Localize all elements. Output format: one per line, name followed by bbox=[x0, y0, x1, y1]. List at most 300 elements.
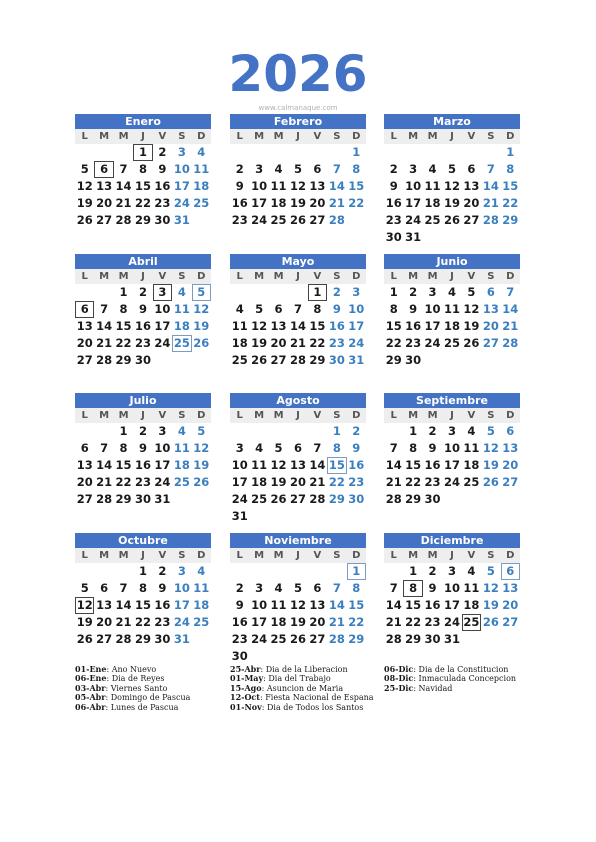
day-grid bbox=[384, 563, 520, 648]
day-cell: 21 bbox=[502, 319, 519, 333]
day-cell: 14 bbox=[115, 598, 132, 612]
holiday-day-cell: 25 bbox=[463, 615, 480, 629]
day-cell: 21 bbox=[115, 615, 132, 629]
site-watermark: www.calmanaque.com bbox=[258, 104, 338, 112]
weekday-label: D bbox=[352, 271, 361, 282]
weekday-label: J bbox=[450, 410, 454, 421]
day-cell: 8 bbox=[138, 581, 147, 595]
day-cell: 9 bbox=[235, 598, 244, 612]
day-cell: 11 bbox=[463, 581, 480, 595]
day-cell: 26 bbox=[289, 213, 306, 227]
weekday-label: M bbox=[408, 131, 419, 142]
day-cell: 27 bbox=[502, 615, 519, 629]
weekday-header bbox=[75, 129, 211, 144]
day-cell: 20 bbox=[289, 475, 306, 489]
day-cell: 21 bbox=[385, 475, 402, 489]
day-cell: 1 bbox=[119, 424, 128, 438]
empty-cell bbox=[269, 144, 288, 161]
day-cell: 2 bbox=[138, 285, 147, 299]
holiday-day-cell: 1 bbox=[308, 284, 327, 301]
day-cell: 9 bbox=[389, 179, 398, 193]
day-cell: 14 bbox=[115, 179, 132, 193]
day-cell: 10 bbox=[154, 302, 171, 316]
day-cell: 9 bbox=[428, 441, 437, 455]
day-cell: 24 bbox=[348, 336, 365, 350]
holiday-day-cell: 1 bbox=[133, 144, 152, 161]
weekday-label: J bbox=[450, 550, 454, 561]
weekday-label: D bbox=[506, 271, 515, 282]
weekday-label: J bbox=[296, 410, 300, 421]
day-cell: 26 bbox=[482, 615, 499, 629]
day-cell: 19 bbox=[193, 319, 210, 333]
day-cell: 17 bbox=[154, 319, 171, 333]
weekday-label: L bbox=[81, 550, 88, 561]
day-cell: 23 bbox=[154, 196, 171, 210]
day-cell: 15 bbox=[405, 458, 422, 472]
day-cell: 4 bbox=[467, 424, 476, 438]
day-cell: 11 bbox=[251, 458, 268, 472]
day-cell: 19 bbox=[482, 458, 499, 472]
month-name: Noviembre bbox=[230, 533, 366, 548]
day-cell: 27 bbox=[502, 475, 519, 489]
day-cell: 20 bbox=[502, 598, 519, 612]
day-cell: 5 bbox=[486, 564, 495, 578]
day-grid bbox=[230, 563, 366, 665]
day-cell: 13 bbox=[96, 179, 113, 193]
day-cell: 9 bbox=[235, 179, 244, 193]
weekday-label: M bbox=[408, 271, 419, 282]
day-cell: 30 bbox=[134, 353, 151, 367]
day-cell: 21 bbox=[328, 615, 345, 629]
day-cell: 12 bbox=[193, 302, 210, 316]
day-cell: 29 bbox=[405, 632, 422, 646]
weekday-label: S bbox=[333, 131, 341, 142]
empty-cell bbox=[249, 563, 268, 580]
day-cell: 29 bbox=[405, 492, 422, 506]
day-cell: 2 bbox=[138, 424, 147, 438]
day-cell: 2 bbox=[332, 285, 341, 299]
day-cell: 8 bbox=[119, 302, 128, 316]
empty-cell bbox=[249, 423, 268, 440]
holiday-name: : Lunes de Pascua bbox=[105, 702, 179, 712]
day-cell: 4 bbox=[467, 564, 476, 578]
day-grid bbox=[230, 144, 366, 229]
month-name: Octubre bbox=[75, 533, 211, 548]
day-cell: 28 bbox=[115, 632, 132, 646]
day-cell: 14 bbox=[289, 319, 306, 333]
weekday-label: L bbox=[390, 410, 397, 421]
day-cell: 18 bbox=[173, 458, 190, 472]
day-cell: 15 bbox=[134, 598, 151, 612]
weekday-label: M bbox=[254, 131, 265, 142]
weekday-label: V bbox=[313, 410, 322, 421]
day-cell: 5 bbox=[80, 581, 89, 595]
day-cell: 18 bbox=[443, 319, 460, 333]
weekday-label: L bbox=[236, 131, 243, 142]
day-cell: 22 bbox=[115, 336, 132, 350]
holiday-date: 15-Ago bbox=[230, 682, 262, 693]
day-cell: 8 bbox=[119, 441, 128, 455]
day-cell: 9 bbox=[332, 302, 341, 316]
month-name: Junio bbox=[384, 254, 520, 269]
day-cell: 21 bbox=[96, 475, 113, 489]
day-cell: 5 bbox=[197, 424, 206, 438]
weekday-label: V bbox=[467, 271, 476, 282]
weekday-label: M bbox=[99, 131, 110, 142]
holiday-name: : Dia del Trabajo bbox=[263, 674, 331, 684]
day-cell: 7 bbox=[313, 441, 322, 455]
day-cell: 6 bbox=[100, 581, 109, 595]
weekday-label: M bbox=[118, 550, 129, 561]
day-cell: 14 bbox=[309, 458, 326, 472]
day-cell: 17 bbox=[348, 319, 365, 333]
day-cell: 25 bbox=[173, 475, 190, 489]
empty-cell bbox=[75, 284, 94, 301]
day-cell: 10 bbox=[251, 179, 268, 193]
day-cell: 12 bbox=[289, 598, 306, 612]
day-cell: 1 bbox=[332, 424, 341, 438]
day-cell: 8 bbox=[332, 441, 341, 455]
day-cell: 22 bbox=[405, 615, 422, 629]
day-cell: 13 bbox=[270, 319, 287, 333]
day-cell: 17 bbox=[443, 598, 460, 612]
month-mayo bbox=[230, 254, 366, 369]
weekday-label: D bbox=[197, 410, 206, 421]
day-cell: 17 bbox=[173, 179, 190, 193]
day-cell: 16 bbox=[328, 319, 345, 333]
day-cell: 4 bbox=[274, 581, 283, 595]
holiday-name: : Viernes Santo bbox=[105, 683, 168, 693]
day-cell: 22 bbox=[385, 336, 402, 350]
day-cell: 24 bbox=[443, 475, 460, 489]
day-grid bbox=[384, 144, 520, 246]
weekday-label: L bbox=[390, 271, 397, 282]
day-cell: 27 bbox=[482, 336, 499, 350]
day-cell: 9 bbox=[352, 441, 361, 455]
weekday-label: V bbox=[158, 271, 167, 282]
day-cell: 22 bbox=[134, 196, 151, 210]
empty-cell bbox=[384, 144, 403, 161]
day-grid bbox=[75, 563, 211, 648]
day-cell: 22 bbox=[328, 475, 345, 489]
weekday-header bbox=[230, 129, 366, 144]
month-noviembre bbox=[230, 533, 366, 665]
empty-cell bbox=[75, 423, 94, 440]
day-cell: 7 bbox=[332, 162, 341, 176]
day-cell: 23 bbox=[231, 213, 248, 227]
day-cell: 27 bbox=[76, 353, 93, 367]
day-cell: 13 bbox=[502, 581, 519, 595]
empty-cell bbox=[384, 563, 403, 580]
day-cell: 10 bbox=[231, 458, 248, 472]
holiday-date: 25-Dic bbox=[384, 682, 414, 693]
day-cell: 30 bbox=[405, 353, 422, 367]
day-cell: 6 bbox=[486, 285, 495, 299]
day-cell: 2 bbox=[352, 424, 361, 438]
day-cell: 5 bbox=[293, 162, 302, 176]
holiday-day-cell: 5 bbox=[192, 284, 211, 301]
day-cell: 28 bbox=[96, 353, 113, 367]
day-cell: 31 bbox=[348, 353, 365, 367]
day-cell: 13 bbox=[309, 179, 326, 193]
day-cell: 13 bbox=[463, 179, 480, 193]
day-cell: 17 bbox=[154, 458, 171, 472]
day-cell: 26 bbox=[76, 213, 93, 227]
empty-cell bbox=[288, 423, 307, 440]
day-cell: 11 bbox=[443, 302, 460, 316]
holiday-name: : Inmaculada Concepcion bbox=[413, 674, 517, 684]
weekday-label: V bbox=[467, 131, 476, 142]
day-cell: 20 bbox=[309, 615, 326, 629]
day-cell: 28 bbox=[328, 632, 345, 646]
day-cell: 16 bbox=[231, 615, 248, 629]
day-cell: 28 bbox=[502, 336, 519, 350]
empty-cell bbox=[288, 563, 307, 580]
holiday-name: : Navidad bbox=[413, 683, 453, 693]
month-name: Diciembre bbox=[384, 533, 520, 548]
day-cell: 22 bbox=[348, 196, 365, 210]
weekday-label: S bbox=[178, 271, 186, 282]
weekday-label: J bbox=[141, 410, 145, 421]
day-cell: 13 bbox=[502, 441, 519, 455]
day-cell: 10 bbox=[443, 581, 460, 595]
day-cell: 14 bbox=[96, 319, 113, 333]
day-cell: 12 bbox=[289, 179, 306, 193]
day-cell: 23 bbox=[154, 615, 171, 629]
day-cell: 22 bbox=[309, 336, 326, 350]
day-cell: 30 bbox=[154, 213, 171, 227]
day-cell: 2 bbox=[389, 162, 398, 176]
weekday-label: D bbox=[197, 550, 206, 561]
weekday-label: V bbox=[158, 410, 167, 421]
empty-cell bbox=[114, 144, 133, 161]
day-cell: 30 bbox=[231, 649, 248, 663]
day-cell: 24 bbox=[173, 615, 190, 629]
day-cell: 5 bbox=[486, 424, 495, 438]
day-cell: 16 bbox=[348, 458, 365, 472]
day-cell: 20 bbox=[502, 458, 519, 472]
holiday-date: 01-May bbox=[230, 673, 264, 684]
day-cell: 1 bbox=[409, 564, 418, 578]
day-cell: 29 bbox=[134, 213, 151, 227]
day-cell: 4 bbox=[177, 285, 186, 299]
weekday-label: L bbox=[81, 271, 88, 282]
day-cell: 28 bbox=[289, 353, 306, 367]
day-cell: 8 bbox=[352, 162, 361, 176]
day-cell: 24 bbox=[251, 213, 268, 227]
empty-cell bbox=[230, 563, 249, 580]
weekday-label: J bbox=[296, 131, 300, 142]
weekday-label: M bbox=[408, 550, 419, 561]
day-cell: 27 bbox=[76, 492, 93, 506]
day-cell: 10 bbox=[348, 302, 365, 316]
day-cell: 19 bbox=[193, 458, 210, 472]
holiday-date: 01-Nov bbox=[230, 701, 262, 712]
day-cell: 5 bbox=[447, 162, 456, 176]
day-cell: 5 bbox=[293, 581, 302, 595]
holiday-date: 06-Ene bbox=[75, 673, 107, 684]
day-cell: 3 bbox=[177, 564, 186, 578]
day-cell: 26 bbox=[270, 492, 287, 506]
weekday-label: V bbox=[313, 131, 322, 142]
holiday-day-cell: 1 bbox=[347, 563, 366, 580]
day-cell: 18 bbox=[463, 458, 480, 472]
weekday-label: V bbox=[467, 550, 476, 561]
weekday-header bbox=[230, 269, 366, 284]
day-cell: 29 bbox=[309, 353, 326, 367]
weekday-header bbox=[384, 129, 520, 144]
day-cell: 2 bbox=[158, 564, 167, 578]
day-cell: 29 bbox=[115, 492, 132, 506]
day-grid bbox=[384, 423, 520, 508]
weekday-label: L bbox=[81, 131, 88, 142]
day-cell: 24 bbox=[154, 336, 171, 350]
holiday-date: 12-Oct bbox=[230, 692, 260, 703]
day-cell: 19 bbox=[289, 196, 306, 210]
day-cell: 20 bbox=[309, 196, 326, 210]
day-cell: 2 bbox=[235, 162, 244, 176]
day-cell: 5 bbox=[274, 441, 283, 455]
day-cell: 10 bbox=[424, 302, 441, 316]
day-cell: 11 bbox=[193, 162, 210, 176]
month-octubre bbox=[75, 533, 211, 648]
empty-cell bbox=[442, 144, 461, 161]
day-cell: 12 bbox=[76, 179, 93, 193]
day-cell: 25 bbox=[231, 353, 248, 367]
day-cell: 31 bbox=[443, 632, 460, 646]
month-marzo bbox=[384, 114, 520, 246]
day-cell: 18 bbox=[270, 615, 287, 629]
day-cell: 27 bbox=[96, 632, 113, 646]
day-cell: 9 bbox=[428, 581, 437, 595]
weekday-label: M bbox=[427, 410, 438, 421]
weekday-label: M bbox=[273, 550, 284, 561]
day-cell: 4 bbox=[447, 285, 456, 299]
day-cell: 25 bbox=[463, 475, 480, 489]
day-cell: 7 bbox=[389, 581, 398, 595]
weekday-label: S bbox=[487, 550, 495, 561]
day-cell: 15 bbox=[502, 179, 519, 193]
day-cell: 7 bbox=[506, 285, 515, 299]
empty-cell bbox=[288, 284, 307, 301]
day-cell: 25 bbox=[424, 213, 441, 227]
weekday-label: M bbox=[99, 550, 110, 561]
weekday-label: J bbox=[141, 550, 145, 561]
day-cell: 21 bbox=[482, 196, 499, 210]
day-cell: 30 bbox=[328, 353, 345, 367]
day-cell: 24 bbox=[443, 615, 460, 629]
day-cell: 10 bbox=[173, 581, 190, 595]
weekday-label: V bbox=[158, 550, 167, 561]
day-cell: 19 bbox=[289, 615, 306, 629]
day-cell: 2 bbox=[235, 581, 244, 595]
weekday-label: M bbox=[427, 131, 438, 142]
weekday-label: M bbox=[118, 271, 129, 282]
day-cell: 24 bbox=[424, 336, 441, 350]
day-cell: 5 bbox=[80, 162, 89, 176]
month-name: Septiembre bbox=[384, 393, 520, 408]
day-cell: 11 bbox=[424, 179, 441, 193]
day-cell: 19 bbox=[463, 319, 480, 333]
day-cell: 2 bbox=[428, 564, 437, 578]
day-cell: 24 bbox=[231, 492, 248, 506]
day-cell: 15 bbox=[348, 598, 365, 612]
day-cell: 30 bbox=[154, 632, 171, 646]
day-cell: 30 bbox=[134, 492, 151, 506]
weekday-label: D bbox=[197, 131, 206, 142]
day-cell: 4 bbox=[197, 145, 206, 159]
day-cell: 1 bbox=[389, 285, 398, 299]
day-cell: 12 bbox=[443, 179, 460, 193]
month-junio bbox=[384, 254, 520, 369]
day-cell: 24 bbox=[251, 632, 268, 646]
day-grid bbox=[230, 423, 366, 525]
day-cell: 1 bbox=[352, 145, 361, 159]
holiday-date: 06-Dic bbox=[384, 664, 414, 674]
holiday-date: 25-Abr bbox=[230, 664, 261, 674]
weekday-label: V bbox=[313, 271, 322, 282]
weekday-label: D bbox=[352, 410, 361, 421]
empty-cell bbox=[249, 144, 268, 161]
weekday-label: M bbox=[99, 410, 110, 421]
day-cell: 29 bbox=[134, 632, 151, 646]
day-cell: 11 bbox=[270, 598, 287, 612]
weekday-label: L bbox=[81, 410, 88, 421]
holiday-day-cell: 25 bbox=[173, 336, 190, 350]
day-cell: 13 bbox=[76, 458, 93, 472]
weekday-label: V bbox=[467, 410, 476, 421]
day-cell: 26 bbox=[251, 353, 268, 367]
day-cell: 10 bbox=[405, 179, 422, 193]
weekday-label: M bbox=[254, 410, 265, 421]
weekday-header bbox=[384, 408, 520, 423]
empty-cell bbox=[230, 423, 249, 440]
weekday-header bbox=[230, 548, 366, 563]
day-cell: 23 bbox=[424, 615, 441, 629]
day-cell: 23 bbox=[424, 475, 441, 489]
empty-cell bbox=[249, 284, 268, 301]
day-cell: 11 bbox=[173, 302, 190, 316]
holiday-day-cell: 15 bbox=[328, 458, 345, 472]
day-cell: 8 bbox=[138, 162, 147, 176]
weekday-label: L bbox=[390, 131, 397, 142]
day-cell: 2 bbox=[158, 145, 167, 159]
day-cell: 20 bbox=[482, 319, 499, 333]
empty-cell bbox=[384, 423, 403, 440]
weekday-label: M bbox=[99, 271, 110, 282]
weekday-label: M bbox=[118, 410, 129, 421]
day-cell: 11 bbox=[173, 441, 190, 455]
day-cell: 13 bbox=[482, 302, 499, 316]
month-name: Agosto bbox=[230, 393, 366, 408]
day-cell: 28 bbox=[482, 213, 499, 227]
day-cell: 3 bbox=[255, 162, 264, 176]
day-cell: 20 bbox=[463, 196, 480, 210]
day-cell: 15 bbox=[405, 598, 422, 612]
day-cell: 9 bbox=[158, 581, 167, 595]
day-cell: 11 bbox=[231, 319, 248, 333]
day-cell: 13 bbox=[96, 598, 113, 612]
day-cell: 23 bbox=[134, 475, 151, 489]
holiday-name: : Dia de la Constitucion bbox=[413, 665, 509, 674]
empty-cell bbox=[327, 563, 346, 580]
weekday-label: L bbox=[236, 550, 243, 561]
day-cell: 15 bbox=[348, 179, 365, 193]
day-cell: 6 bbox=[293, 441, 302, 455]
day-cell: 25 bbox=[270, 213, 287, 227]
day-cell: 15 bbox=[115, 319, 132, 333]
day-cell: 16 bbox=[134, 458, 151, 472]
